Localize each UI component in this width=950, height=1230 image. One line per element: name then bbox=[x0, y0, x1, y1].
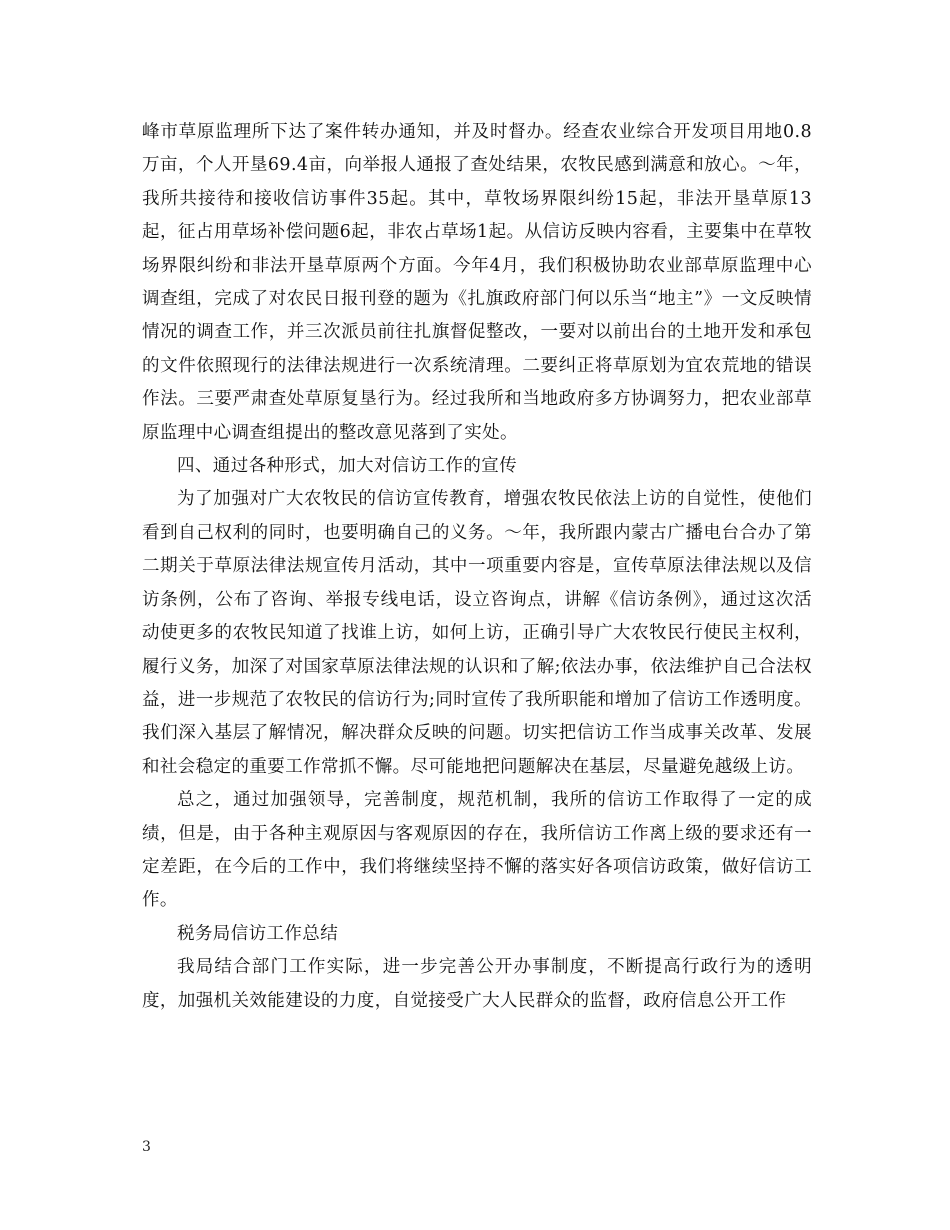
section-heading-publicity: 四、通过各种形式，加大对信访工作的宣传 bbox=[177, 456, 518, 477]
paragraph-conclusion: 总之，通过加强领导，完善制度，规范机制，我所的信访工作取得了一定的成绩，但是，由于各种主观原因与客观原因的存在，我所信访工作离上级的要求还有一定差距，在今后的工作中，我们将继续坚持不懈的落实好各项信访政策，做好信访工作。 bbox=[142, 790, 812, 911]
document-body bbox=[142, 116, 812, 1018]
paragraph-publicity: 为了加强对广大农牧民的信访宣传教育，增强农牧民依法上访的自觉性，使他们看到自己权利的同时，也要明确自己的义务。～年，我所跟内蒙古广播电台合办了第二期关于草原法律法规宣传月活动，其中一项重要内容是，宣传草原法律法规以及信访条例，公布了咨询、举报专线电话，设立咨询点，讲解《信访条例》，通过这次活动使更多的农牧民知道了找谁上访，如何上访，正确引导广大农牧民行使民主权利，履行义务，加深了对国家草原法律法规的认识和了解;依法办事，依法维护自己合法权益，进一步规范了农牧民的信访行为;同时宣传了我所职能和增加了信访工作透明度。我们深入基层了解情况，解决群众反映的问题。切实把信访工作当成事关改革、发展和社会稳定的重要工作常抓不懈。尽可能地把问题解决在基层，尽量避免越级上访。 bbox=[142, 489, 812, 777]
section-heading-tax-bureau: 税务局信访工作总结 bbox=[177, 923, 339, 944]
paragraph-tax-bureau: 我局结合部门工作实际，进一步完善公开办事制度，不断提高行政行为的透明度，加强机关效能建设的力度，自觉接受广大人民群众的监督，政府信息公开工作 bbox=[142, 957, 812, 1011]
page-number: 3 bbox=[142, 1139, 151, 1155]
paragraph-complaint-handling: 峰市草原监理所下达了案件转办通知，并及时督办。经查农业综合开发项目用地0.8万亩，个人开垦69.4亩，向举报人通报了查处结果，农牧民感到满意和放心。～年，我所共接待和接收信访事件35起。其中，草牧场界限纠纷15起，非法开垦草原13起，征占用草场补偿问题6起，非农占草场1起。从信访反映内容看，主要集中在草牧场界限纠纷和非法开垦草原两个方面。今年4月，我们积极协助农业部草原监理中心调查组，完成了对农民日报刊登的题为《扎旗政府部门何以乐当“地主”》一文反映情情况的调查工作，并三次派员前往扎旗督促整改，一要对以前出台的土地开发和承包的文件依照现行的法律法规进行一次系统清理。二要纠正将草原划为宜农荒地的错误作法。三要严肃查处草原复垦行为。经过我所和当地政府多方协调努力，把农业部草原监理中心调查组提出的整改意见落到了实处。 bbox=[142, 122, 812, 443]
